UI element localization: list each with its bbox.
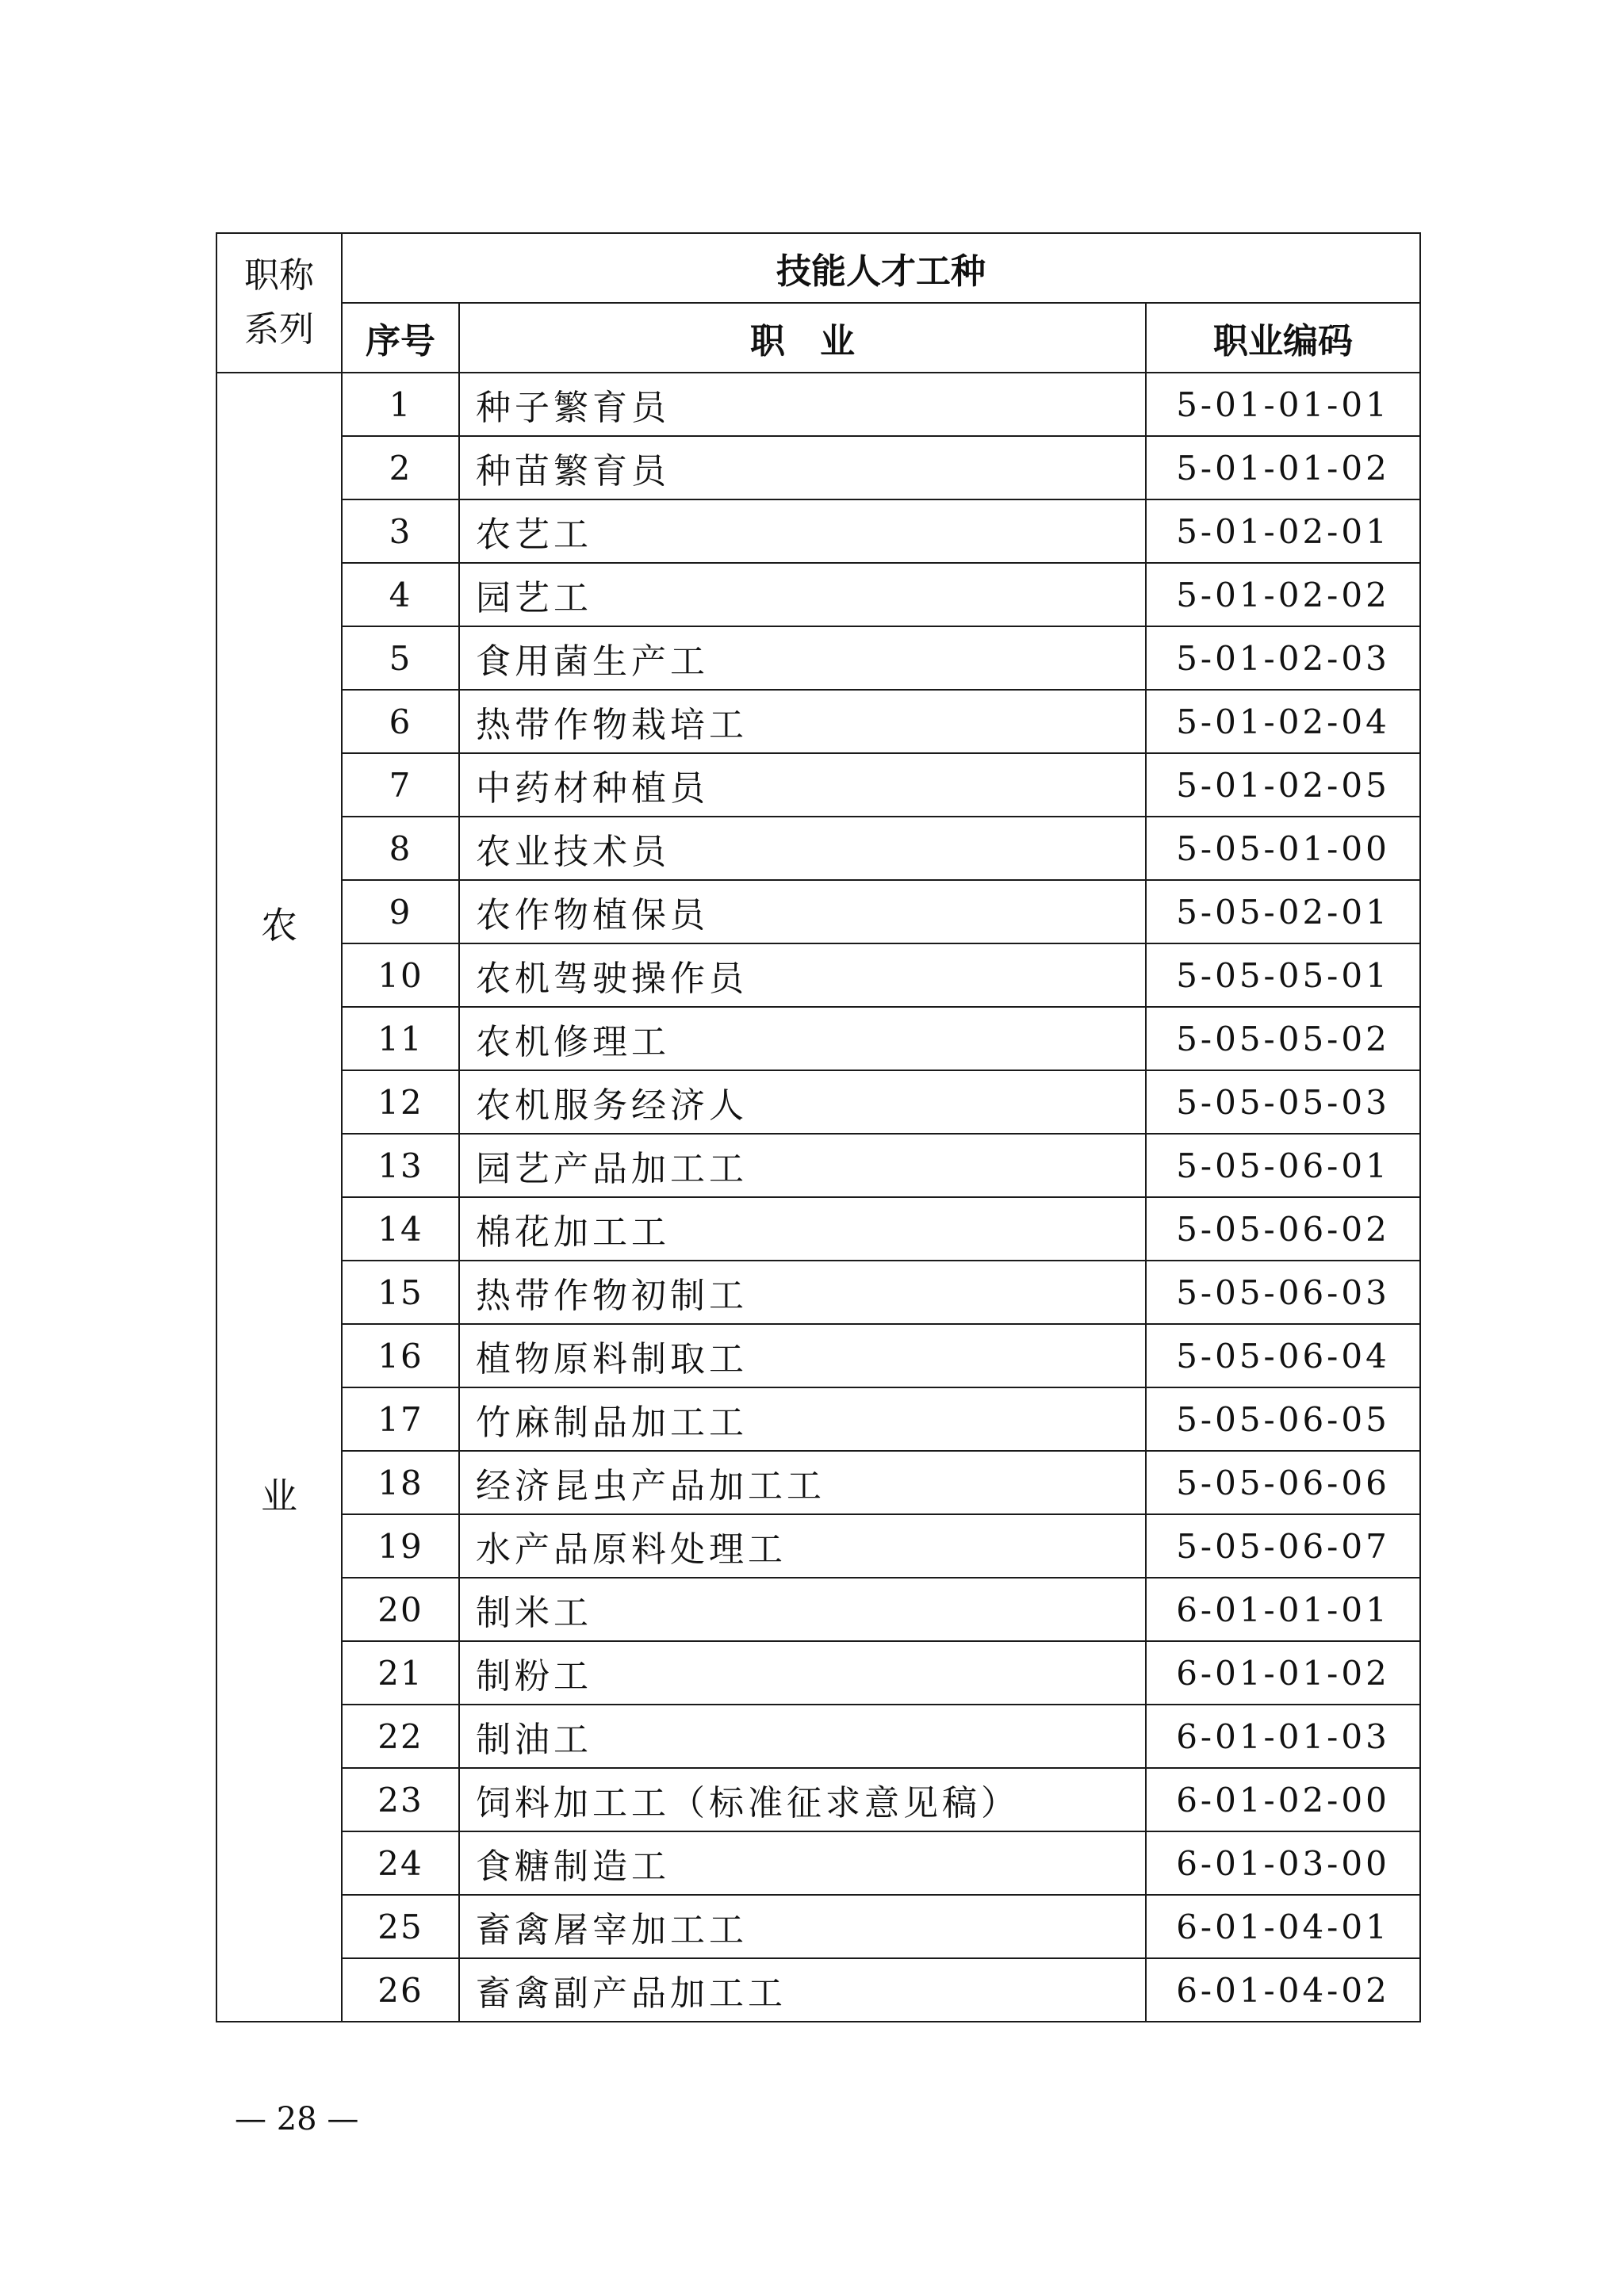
occupation-cell: 园艺产品加工工 bbox=[459, 1134, 1146, 1197]
table-row bbox=[216, 1387, 1420, 1451]
seq-cell: 21 bbox=[342, 1641, 459, 1705]
occupation-code-cell: 5-05-06-04 bbox=[1146, 1324, 1420, 1387]
occupation-code-cell: 6-01-02-00 bbox=[1146, 1768, 1420, 1831]
seq-cell: 20 bbox=[342, 1578, 459, 1641]
seq-cell: 14 bbox=[342, 1197, 459, 1261]
occupation-cell: 中药材种植员 bbox=[459, 753, 1146, 817]
seq-cell: 25 bbox=[342, 1895, 459, 1958]
occupation-code-header: 职业编码 bbox=[1146, 303, 1420, 373]
occupation-code-cell: 5-05-05-03 bbox=[1146, 1070, 1420, 1134]
occupation-code-cell: 5-05-06-05 bbox=[1146, 1387, 1420, 1451]
seq-cell: 18 bbox=[342, 1451, 459, 1514]
table-header-row-2 bbox=[216, 303, 1420, 373]
occupation-cell: 饲料加工工（标准征求意见稿） bbox=[459, 1768, 1146, 1831]
title-series-header-line2: 系列 bbox=[244, 309, 314, 350]
occupation-code-cell: 5-05-06-06 bbox=[1146, 1451, 1420, 1514]
table-row bbox=[216, 1705, 1420, 1768]
occupation-cell: 食糖制造工 bbox=[459, 1831, 1146, 1895]
occupation-code-cell: 5-01-02-05 bbox=[1146, 753, 1420, 817]
seq-cell: 16 bbox=[342, 1324, 459, 1387]
occupation-cell: 种子繁育员 bbox=[459, 373, 1146, 436]
seq-cell: 23 bbox=[342, 1768, 459, 1831]
table-row bbox=[216, 1641, 1420, 1705]
occupation-code-cell: 5-01-02-02 bbox=[1146, 563, 1420, 626]
occupation-code-cell: 5-01-02-04 bbox=[1146, 690, 1420, 753]
table-row bbox=[216, 817, 1420, 880]
table-row bbox=[216, 373, 1420, 436]
seq-cell: 13 bbox=[342, 1134, 459, 1197]
occupation-code-cell: 6-01-03-00 bbox=[1146, 1831, 1420, 1895]
occupation-cell: 农作物植保员 bbox=[459, 880, 1146, 943]
occupation-code-cell: 5-01-01-02 bbox=[1146, 436, 1420, 499]
skill-talent-header: 技能人才工种 bbox=[342, 233, 1420, 303]
occupation-cell: 农机修理工 bbox=[459, 1007, 1146, 1070]
occupation-cell: 经济昆虫产品加工工 bbox=[459, 1451, 1146, 1514]
table-row bbox=[216, 1134, 1420, 1197]
seq-cell: 5 bbox=[342, 626, 459, 690]
table-row bbox=[216, 1451, 1420, 1514]
occupation-cell: 种苗繁育员 bbox=[459, 436, 1146, 499]
occupation-cell: 园艺工 bbox=[459, 563, 1146, 626]
title-series-header-line1: 职称 bbox=[244, 255, 314, 296]
table-row bbox=[216, 1261, 1420, 1324]
occupation-cell: 畜禽副产品加工工 bbox=[459, 1958, 1146, 2022]
table-row bbox=[216, 1578, 1420, 1641]
series-char: 农 bbox=[261, 904, 297, 947]
table-row bbox=[216, 499, 1420, 563]
seq-cell: 3 bbox=[342, 499, 459, 563]
title-series-header bbox=[216, 233, 342, 373]
occupation-code-cell: 5-05-06-07 bbox=[1146, 1514, 1420, 1578]
table-row bbox=[216, 1324, 1420, 1387]
table-row bbox=[216, 1958, 1420, 2022]
seq-cell: 4 bbox=[342, 563, 459, 626]
table-row bbox=[216, 436, 1420, 499]
occupation-cell: 竹麻制品加工工 bbox=[459, 1387, 1146, 1451]
occupation-cell: 植物原料制取工 bbox=[459, 1324, 1146, 1387]
occupation-code-cell: 6-01-01-02 bbox=[1146, 1641, 1420, 1705]
seq-cell: 6 bbox=[342, 690, 459, 753]
occupation-code-cell: 5-05-06-02 bbox=[1146, 1197, 1420, 1261]
occupation-code-cell: 5-01-02-03 bbox=[1146, 626, 1420, 690]
occupation-cell: 农机驾驶操作员 bbox=[459, 943, 1146, 1007]
table-row bbox=[216, 1895, 1420, 1958]
occupation-table bbox=[216, 232, 1421, 2022]
occupation-cell: 热带作物栽培工 bbox=[459, 690, 1146, 753]
seq-cell: 9 bbox=[342, 880, 459, 943]
occupation-cell: 制粉工 bbox=[459, 1641, 1146, 1705]
occupation-cell: 畜禽屠宰加工工 bbox=[459, 1895, 1146, 1958]
seq-cell: 15 bbox=[342, 1261, 459, 1324]
occupation-code-cell: 6-01-04-02 bbox=[1146, 1958, 1420, 2022]
occupation-code-cell: 5-05-06-01 bbox=[1146, 1134, 1420, 1197]
table-row bbox=[216, 563, 1420, 626]
occupation-code-cell: 5-01-02-01 bbox=[1146, 499, 1420, 563]
table-row bbox=[216, 1831, 1420, 1895]
seq-cell: 12 bbox=[342, 1070, 459, 1134]
table-row bbox=[216, 1514, 1420, 1578]
occupation-cell: 农艺工 bbox=[459, 499, 1146, 563]
table-row bbox=[216, 626, 1420, 690]
seq-cell: 24 bbox=[342, 1831, 459, 1895]
table-row bbox=[216, 943, 1420, 1007]
seq-cell: 22 bbox=[342, 1705, 459, 1768]
occupation-code-cell: 6-01-01-03 bbox=[1146, 1705, 1420, 1768]
occupation-cell: 食用菌生产工 bbox=[459, 626, 1146, 690]
seq-cell: 10 bbox=[342, 943, 459, 1007]
occupation-code-cell: 5-05-02-01 bbox=[1146, 880, 1420, 943]
seq-cell: 17 bbox=[342, 1387, 459, 1451]
table-row bbox=[216, 1007, 1420, 1070]
occupation-cell: 制油工 bbox=[459, 1705, 1146, 1768]
seq-cell: 1 bbox=[342, 373, 459, 436]
seq-cell: 11 bbox=[342, 1007, 459, 1070]
seq-cell: 26 bbox=[342, 1958, 459, 2022]
page-number: — 28 — bbox=[235, 2101, 359, 2137]
seq-header: 序号 bbox=[342, 303, 459, 373]
occupation-cell: 制米工 bbox=[459, 1578, 1146, 1641]
occupation-cell: 棉花加工工 bbox=[459, 1197, 1146, 1261]
series-cell bbox=[216, 373, 342, 2022]
occupation-code-cell: 5-05-01-00 bbox=[1146, 817, 1420, 880]
table-row bbox=[216, 753, 1420, 817]
seq-cell: 7 bbox=[342, 753, 459, 817]
table-row bbox=[216, 690, 1420, 753]
seq-cell: 2 bbox=[342, 436, 459, 499]
table-row bbox=[216, 1768, 1420, 1831]
occupation-cell: 热带作物初制工 bbox=[459, 1261, 1146, 1324]
occupation-header: 职 业 bbox=[459, 303, 1146, 373]
occupation-code-cell: 5-05-05-02 bbox=[1146, 1007, 1420, 1070]
series-char: 业 bbox=[261, 1475, 297, 1517]
seq-cell: 19 bbox=[342, 1514, 459, 1578]
table-header-row-1 bbox=[216, 233, 1420, 303]
occupation-cell: 水产品原料处理工 bbox=[459, 1514, 1146, 1578]
occupation-code-cell: 5-05-06-03 bbox=[1146, 1261, 1420, 1324]
table-row bbox=[216, 1070, 1420, 1134]
seq-cell: 8 bbox=[342, 817, 459, 880]
occupation-code-cell: 5-01-01-01 bbox=[1146, 373, 1420, 436]
occupation-code-cell: 6-01-04-01 bbox=[1146, 1895, 1420, 1958]
table-body bbox=[216, 373, 1420, 2022]
table-row bbox=[216, 1197, 1420, 1261]
table-row bbox=[216, 880, 1420, 943]
occupation-code-cell: 6-01-01-01 bbox=[1146, 1578, 1420, 1641]
occupation-cell: 农业技术员 bbox=[459, 817, 1146, 880]
occupation-cell: 农机服务经济人 bbox=[459, 1070, 1146, 1134]
occupation-code-cell: 5-05-05-01 bbox=[1146, 943, 1420, 1007]
